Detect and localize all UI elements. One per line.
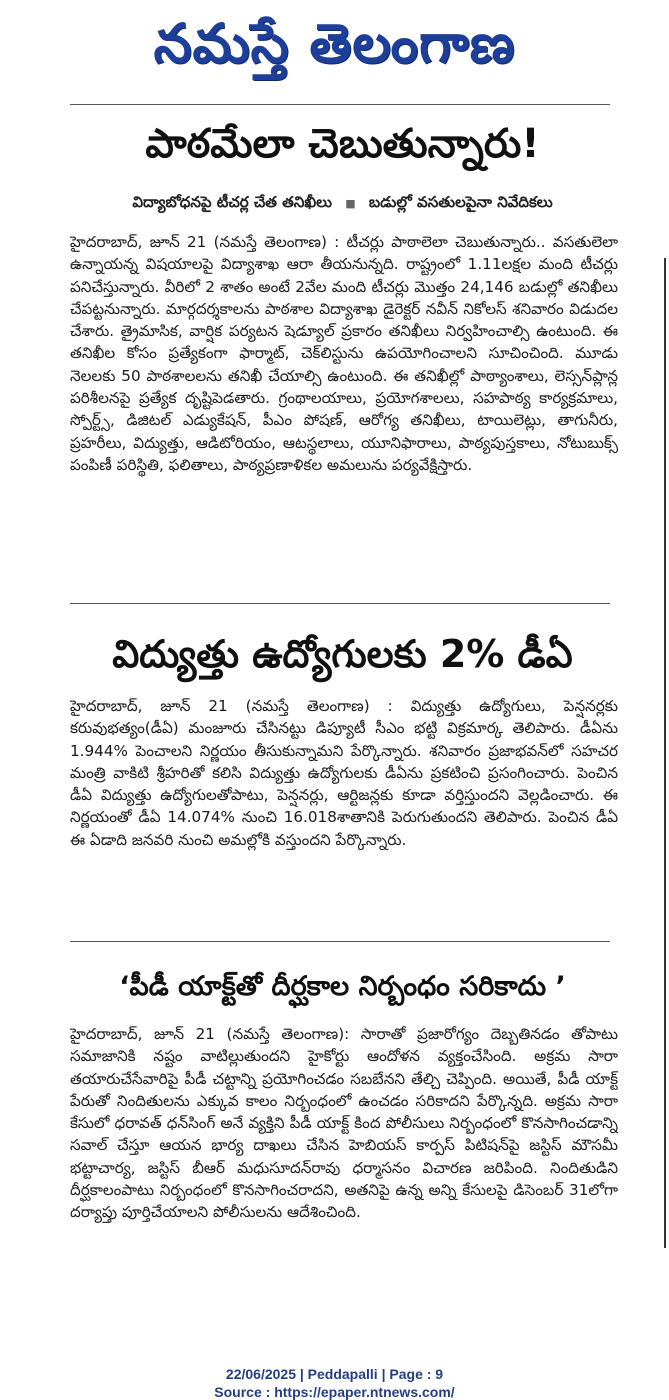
article1-headline: పాఠమేలా చెబుతున్నారు! bbox=[145, 121, 540, 167]
footer-source: Source : https://epaper.ntnews.com/ bbox=[214, 1384, 455, 1400]
subhead-separator-icon: ■ bbox=[345, 197, 356, 210]
masthead-divider bbox=[70, 104, 610, 105]
newspaper-logo: నమస్తే తెలంగాణ bbox=[153, 11, 516, 75]
article1-body: హైదరాబాద్, జూన్ 21 (నమస్తే తెలంగాణ) : టీచర్లు పాఠాలెలా చెబుతున్నారు.. వసతులెలా ఉన్నాయన్న విషయాలపై విద్యాశాఖ ఆరా తీయనున్నది. రాష్ట్రంలో 1.11లక్షల మంది టీచర్లు పనిచేస్తున్నారు. వీరిలో 2 శాతం అంటే 2వేల మంది టీచర్లు మొత్తం 24,146 బడుల్లో తనిఖీలు చేపట్టనున్నారు. మార్గదర్శకాలను పాఠశాల విద్యాశాఖ డైరెక్టర్ నవీన్ నికోలస్ శనివారం విడుదల చేశారు. త్రైమాసిక, వార్షిక పర్యటన షెడ్యూల్ ప్రకారం తనిఖీలు నిర్వహించాల్సి ఉంటుంది. ఈ తనిఖీల కోసం ప్రత్యేకంగా ఫార్మాట్, చెక్‌లిస్టును ఉపయోగించాలని సూచించింది. మూడు నెలలకు 50 పాఠశాలలను తనిఖీ చేయాల్సి ఉంటుంది. ఈ తనిఖీల్లో పాఠ్యాంశాలు, లెస్సన్‌ప్లాన్ల పరిశీలనపై ప్రత్యేక దృష్టిపెడతారు. గ్రంథాలయాలు, ప్రయోగశాలలు, సహపాఠ్య కార్యక్రమాలు, స్పోర్ట్స్, డిజిటల్ ఎడ్యుకేషన్, పీఎం పోషణ్, ఆరోగ్య తనిఖీలు, టాయిలెట్లు, తాగునీరు, ప్రహరీలు, విద్యుత్తు, ఆడిటోరియం, ఆటస్థలాలు, యూనిఫారాలు, పాఠ్యపుస్తకాలు, నోటుబుక్స్ పంపిణీ పరిస్థితి, ఫలితాలు, పాఠ్యప్రణాళికల అమలును పర్యవేక్షిస్తారు. bbox=[70, 233, 618, 474]
article2-headline: విద్యుత్తు ఉద్యోగులకు 2% డీఏ bbox=[112, 632, 573, 676]
masthead bbox=[0, 4, 669, 82]
article2-divider bbox=[70, 941, 610, 942]
footer-date-edition-page: 22/06/2025 | Peddapalli | Page : 9 bbox=[225, 1366, 444, 1382]
article3-body: హైదరాబాద్, జూన్ 21 (నమస్తే తెలంగాణ): సారాతో ప్రజారోగ్యం దెబ్బతినడం తోపాటు సమాజానికి నష్టం వాటిల్లుతుందని హైకోర్టు ఆందోళన వ్యక్తంచేసింది. అక్రమ సారా తయారుచేసేవారిపై పీడీ చట్టాన్ని ప్రయోగించడం సబబేనని తేల్చి చెప్పింది. అయితే, పీడీ యాక్ట్ పేరుతో నిందితులను ఎక్కువ కాలం నిర్బంధంలో ఉంచడం సరికాదని పేర్కొన్నది. అక్రమ సారా కేసులో ధరావత్ ధన్‌సింగ్ అనే వ్యక్తిని పీడీ యాక్ట్ కింద పోలీసులు నిర్బంధంలో కొనసాగించడాన్ని సవాల్ చేస్తూ ఆయన భార్య దాఖలు చేసిన హెబియస్ కార్పస్ పిటిషన్‌పై జస్టిస్ మౌసమీ భట్టాచార్య, జస్టిస్ బీఆర్ మధుసూదన్‌రావు ధర్మాసనం విచారణ జరిపింది. నిందితుడిని దీర్ఘకాలంపాటు నిర్బంధంలో కొనసాగించరాదని, అతనిపై ఉన్న అన్ని కేసులపై డిసెంబర్ 31లోగా దర్యాప్తు పూర్తిచేయాలని పోలీసులను ఆదేశించింది. bbox=[70, 1025, 618, 1222]
article1-subheads bbox=[70, 191, 615, 215]
column-edge-line bbox=[664, 258, 666, 1248]
article1-divider bbox=[70, 603, 610, 604]
article1-subhead-1: విద్యాబోధనపై టీచర్ల చేత తనిఖీలు bbox=[132, 193, 332, 211]
article3-headline: ‘పీడీ యాక్ట్‌తో దీర్ఘకాల నిర్బంధం సరికాదు ’ bbox=[119, 971, 566, 1002]
article1-subhead-2: బడుల్లో వసతులపైనా నివేదికలు bbox=[368, 193, 553, 211]
article2-body: హైదరాబాద్, జూన్ 21 (నమస్తే తెలంగాణ) : విద్యుత్తు ఉద్యోగులు, పెన్షనర్లకు కరువుభత్యం(డీఏ) మంజూరు చేసినట్టు డిప్యూటీ సీఎం భట్టి విక్రమార్క తెలిపారు. డీఏను 1.944% పెంచాలని నిర్ణయం తీసుకున్నామని పేర్కొన్నారు. శనివారం ప్రజాభవన్‌లో సహచర మంత్రి వాకిటి శ్రీహరితో కలిసి విద్యుత్తు ఉద్యోగులకు డీఏను ప్రకటించి ప్రసంగించారు. పెంచిన డీఏ విద్యుత్తు ఉద్యోగులతోపాటు, పెన్షనర్లు, ఆర్టిజన్లకు కూడా వర్తిస్తుందని వెల్లడించారు. ఈ నిర్ణయంతో డీఏ 14.074% నుంచి 16.018శాతానికి పెరుగుతుందని తెలిపారు. పెంచిన డీఏ ఈ ఏడాది జనవరి నుంచి అమల్లోకి వస్తుందని పేర్కొన్నారు. bbox=[70, 697, 618, 849]
